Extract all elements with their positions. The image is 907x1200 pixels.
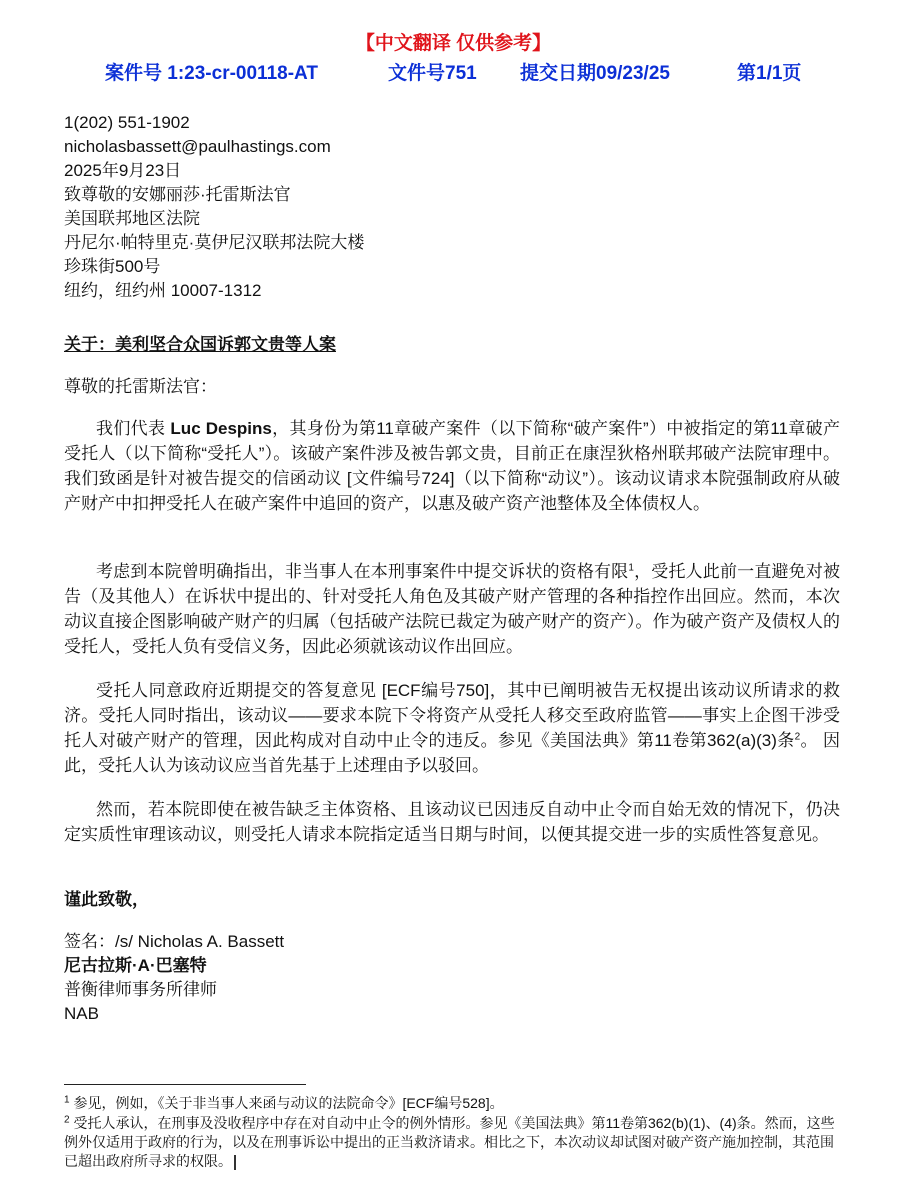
footnote-1 (64, 1094, 844, 1113)
footnote-ref: 1 (628, 562, 634, 574)
signer-name: 尼古拉斯·A·巴塞特 (64, 956, 207, 975)
translation-notice: 【中文翻译 仅供参考】 (355, 33, 552, 54)
sender-email: nicholasbassett@paulhastings.com (64, 137, 331, 156)
footnote-divider (64, 1084, 306, 1085)
filed-date: 提交日期09/23/25 (520, 63, 670, 84)
address-block (64, 111, 364, 303)
recipient-line: 美国联邦地区法院 (64, 209, 200, 228)
footnote-text: 受托人承认，在刑事及没收程序中存在对自动中止令的例外情形。参见《美国法典》第11卷第362(b)(1)、(4)条。然而，这些例外仅适用于政府的行为，以及在刑事诉讼中提出的正当救济请求。相比之下，本次动议却试图对破产资产施加控制，其范围已超出政府所寻求的权限。 (64, 1115, 835, 1169)
sender-phone: 1(202) 551-1902 (64, 113, 190, 132)
paragraph-text: ，受托人此前一直避免对被告（及其他人）在诉状中提出的、针对受托人角色及其破产财产管理的各种指控作出回应。然而，本次动议直接企图影响破产财产的归属（包括破产法院已裁定为破产财产的资产）。作为破产资产及债权人的受托人，受托人负有受信义务，因此必须就该动议作出回应。 (64, 562, 841, 656)
paragraph-text: ，其身份为第11章破产案件（以下简称“破产案件”）中被指定的第11章破产受托人（以下简称“受托人”）。该破产案件涉及被告郭文贵，目前正在康涅狄格州联邦破产法院审理中。我们致函是针对被告提交的信函动议 [文件编号724]（以下简称“动议”）。该动议请求本院强制政府从破产财产中扣押受托人在破产案件中追回的资产，以惠及破产资产池整体及全体债权人。 (64, 419, 840, 513)
recipient-line: 纽约，纽约州 10007-1312 (64, 281, 262, 300)
letter-date: 2025年9月23日 (64, 161, 182, 180)
paragraph-2 (64, 559, 840, 659)
client-name: Luc Despins (170, 419, 272, 438)
paragraph-text: 我们代表 (96, 419, 171, 438)
paragraph-text: 受托人同意政府近期提交的答复意见 [ECF编号750]，其中已阐明被告无权提出该动议所请求的救济。受托人同时指出，该动议——要求本院下令将资产从受托人移交至政府监管——事实上企图干涉受托人对破产财产的管理，因此构成对自动中止令的违反。参见《美国法典》第11卷第362(a)(3)条 (64, 681, 840, 750)
salutation: 尊敬的托雷斯法官： (64, 377, 217, 396)
signer-firm: 普衡律师事务所律师 (64, 980, 217, 999)
closing: 谨此致敬， (64, 890, 149, 909)
paragraph-text: 。 因此，受托人认为该动议应当首先基于上述理由予以驳回。 (64, 731, 840, 775)
paragraph-3 (64, 678, 840, 778)
signature-line: 签名：/s/ Nicholas A. Bassett (64, 932, 285, 951)
footnote-text: 参见，例如，《关于非当事人来函与动议的法院命令》[ECF编号528]。 (69, 1095, 504, 1111)
signer-initials: NAB (64, 1004, 99, 1023)
footnote-ref: 2 (794, 731, 801, 743)
recipient-line: 丹尼尔·帕特里克·莫伊尼汉联邦法院大楼 (64, 233, 365, 252)
paragraph-1 (64, 416, 840, 516)
paragraph-text: 考虑到本院曾明确指出，非当事人在本刑事案件中提交诉状的资格有限 (96, 562, 629, 581)
text-cursor (234, 1155, 236, 1170)
page-indicator: 第1/1页 (737, 63, 802, 84)
paragraph-text: 然而，若本院即使在被告缺乏主体资格、且该动议已因违反自动中止令而自始无效的情况下，仍决定实质性审理该动议，则受托人请求本院指定适当日期与时间，以便其提交进一步的实质性答复意见。 (64, 800, 840, 844)
footnote-mark: 1 (64, 1094, 70, 1106)
paragraph-4 (64, 797, 840, 847)
footnote-mark: 2 (64, 1114, 70, 1126)
case-number: 案件号 1:23-cr-00118-AT (105, 63, 318, 84)
subject-line: 关于：美利坚合众国诉郭文贵等人案 (64, 335, 336, 354)
signature-block (64, 930, 284, 1026)
recipient-line: 珍珠街500号 (64, 257, 161, 276)
document-number: 文件号751 (388, 63, 477, 84)
footnote-2 (64, 1114, 844, 1171)
recipient-line: 致尊敬的安娜丽莎·托雷斯法官 (64, 185, 291, 204)
